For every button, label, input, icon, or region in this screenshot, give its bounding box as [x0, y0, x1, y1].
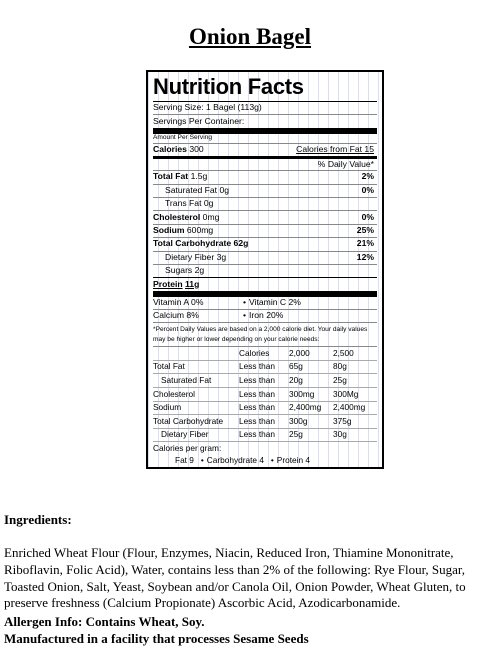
protein-per-gram: • Protein 4 [271, 455, 310, 465]
vitamin-right: • Iron 20% [243, 311, 283, 321]
allergen-block [4, 614, 496, 648]
table-cell: 300g [289, 415, 308, 426]
nutrient-amount: 11g [185, 278, 200, 289]
nutrient-row-dietary-fiber [153, 251, 377, 264]
table-cell: Less than [239, 429, 275, 440]
table-cell: Total Fat [153, 361, 185, 372]
nutrient-dv: 0% [361, 184, 374, 195]
nutrient-name: Dietary Fiber [165, 251, 215, 262]
table-row [153, 361, 377, 375]
servings-per-container-row [153, 114, 377, 127]
table-cell: 2,400mg [289, 402, 322, 413]
nutrition-facts-heading: Nutrition Facts [153, 74, 304, 99]
nutrient-row-trans-fat [153, 197, 377, 210]
nutrient-amount: 62g [233, 238, 249, 249]
table-cell: 2,500 [333, 347, 354, 358]
table-cell: Cholesterol [153, 388, 195, 399]
amount-per-serving: Amount Per Serving [153, 134, 213, 142]
servings-per-container: Servings Per Container: [153, 115, 245, 126]
nutrient-name: Sugars [165, 265, 193, 276]
daily-value-header-row [153, 156, 377, 170]
carbohydrate-per-gram: • Carbohydrate 4 [201, 455, 264, 465]
table-cell: 65g [289, 361, 303, 372]
table-cell: Less than [239, 402, 275, 413]
table-cell: Saturated Fat [161, 374, 212, 385]
daily-values-table [153, 346, 377, 442]
nutrient-row-sodium [153, 224, 377, 237]
nutrient-name: Protein [153, 278, 183, 289]
table-cell: 2,400mg [333, 402, 366, 413]
vitamin-row [153, 309, 377, 322]
table-cell: Less than [239, 415, 275, 426]
table-cell: Calories [239, 347, 270, 358]
nutrient-amount: 1.5g [190, 171, 208, 182]
ingredients-text: Enriched Wheat Flour (Flour, Enzymes, Niacin, Reduced Iron, Thiamine Mononitrate, Riboflavin, Folic Acid), Water, contains less than 2% of the following: Rye Flour, Sugar, Toasted Onion, Salt, Yeast, Soybean and/or Canola Oil, Onion Powder, Wheat Gluten, to preserve freshness (Calcium Propionate) Ascorbic Acid, Azodicarbonamide. [4, 545, 466, 611]
table-row [153, 374, 377, 388]
daily-value-footnote: *Percent Daily Values are based on a 2,000 calorie diet. Your daily values may be higher or lower depending on your calorie needs: [153, 322, 377, 346]
nutrient-amount: 2g [194, 265, 205, 276]
nutrient-name: Trans Fat [165, 198, 202, 209]
nutrient-row-total-carbohydrate [153, 237, 377, 250]
table-cell: Dietary Fiber [161, 429, 209, 440]
nutrient-dv: 12% [356, 251, 374, 262]
nutrient-name: Total Carbohydrate [153, 238, 232, 249]
table-row [153, 402, 377, 416]
nutrient-amount: 0mg [202, 211, 220, 222]
allergen-info: Allergen Info: Contains Wheat, Soy. [4, 614, 205, 629]
table-row [153, 429, 377, 443]
nutrient-row-total-fat [153, 170, 377, 183]
calories-label: Calories [153, 144, 187, 155]
nutrient-amount: 600mg [186, 224, 214, 235]
nutrient-dv: 0% [361, 211, 374, 222]
nutrient-name: Sodium [153, 224, 185, 235]
daily-value-header: % Daily Value* [317, 158, 374, 169]
nutrient-row-saturated-fat [153, 184, 377, 197]
table-cell: Less than [239, 388, 275, 399]
nutrition-facts-label [146, 70, 384, 469]
nutrient-amount: 0g [203, 198, 214, 209]
nutrient-row-sugars [153, 264, 377, 277]
nutrient-dv: 25% [356, 224, 374, 235]
table-cell: 300mg [289, 388, 315, 399]
vitamin-row [153, 291, 377, 309]
serving-size-row [153, 101, 377, 114]
calories-from-fat: Calories from Fat 15 [296, 144, 374, 155]
table-cell: Less than [239, 374, 275, 385]
nutrient-name: Saturated Fat [165, 184, 218, 195]
nutrient-amount: 3g [216, 251, 227, 262]
page-title: Onion Bagel [188, 24, 312, 49]
table-row [153, 388, 377, 402]
calories-value: 300 [189, 144, 204, 155]
nutrient-name: Total Fat [153, 171, 189, 182]
nutrient-name: Cholesterol [153, 211, 201, 222]
calories-per-gram-label: Calories per gram: [153, 443, 222, 454]
table-cell: Less than [239, 361, 275, 372]
table-cell: 300Mg [333, 388, 359, 399]
table-cell: Total Carbohydrate [153, 415, 224, 426]
vitamin-right: • Vitamin C 2% [243, 298, 301, 308]
table-cell: 80g [333, 361, 347, 372]
amount-per-serving-row [153, 128, 377, 143]
vitamin-left: Calcium 8% [153, 310, 199, 321]
table-cell: 25g [289, 429, 303, 440]
table-cell: 30g [333, 429, 347, 440]
table-cell: 2,000 [289, 347, 310, 358]
nutrient-dv: 21% [356, 238, 374, 249]
table-header-row [153, 347, 377, 361]
table-cell: 25g [333, 374, 347, 385]
facility-note: Manufactured in a facility that processes Sesame Seeds [4, 630, 309, 646]
table-cell: 20g [289, 374, 303, 385]
nutrient-amount: 0g [219, 184, 230, 195]
ingredients-heading: Ingredients: [4, 512, 72, 527]
table-row [153, 415, 377, 429]
nutrient-row-cholesterol [153, 210, 377, 223]
fat-per-gram: Fat 9 [175, 454, 194, 465]
nutrient-row-protein [153, 277, 377, 290]
vitamin-left: Vitamin A 0% [153, 296, 204, 307]
calories-row [153, 143, 377, 156]
nutrient-dv: 2% [361, 171, 374, 182]
calories-per-gram-values [153, 454, 377, 466]
serving-size: Serving Size: 1 Bagel (113g) [153, 102, 262, 113]
table-cell: 375g [333, 415, 352, 426]
table-cell: Sodium [153, 402, 182, 413]
